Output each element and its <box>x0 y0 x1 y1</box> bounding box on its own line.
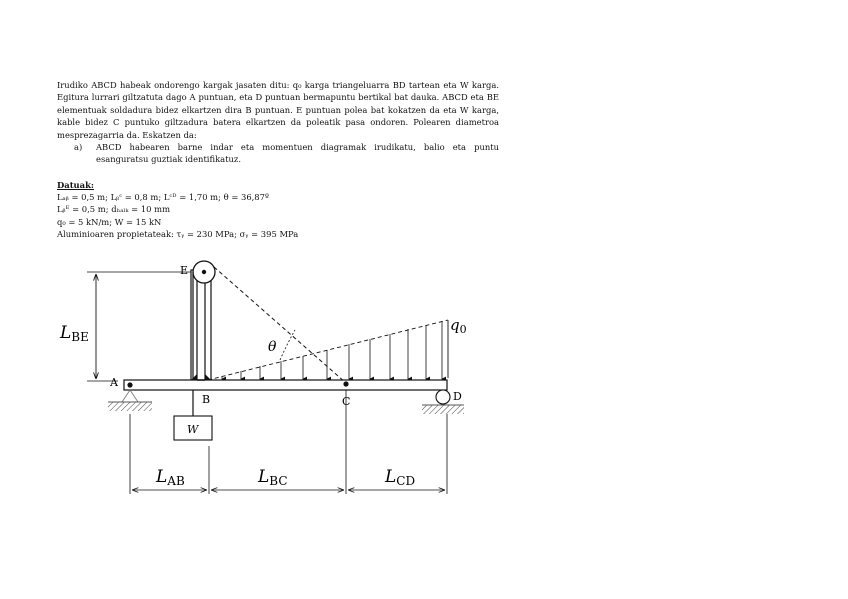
hinge-c <box>343 381 348 386</box>
label-q0: $q_0$ <box>450 316 467 336</box>
beam-abcd <box>124 374 447 390</box>
data-line-2: Lᵦᴱ = 0,5 m; dₕₐₗₖ = 10 mm <box>57 204 171 215</box>
pulley-e <box>193 261 215 283</box>
data-line-1: Lₐᵦ = 0,5 m; Lᵦᶜ = 0,8 m; Lᶜᴰ = 1,70 m; θ = 36,87º <box>57 192 269 203</box>
label-lbc: LBC <box>258 467 288 488</box>
distributed-load <box>208 320 448 380</box>
member-be <box>191 270 211 380</box>
label-a: A <box>110 376 118 389</box>
label-d: D <box>453 390 462 403</box>
hinge-a <box>127 382 132 387</box>
problem-paragraph: Irudiko ABCD habeak ondorengo kargak jasaten ditu: q₀ karga triangeluarra BD tartean eta W karga. Egitura lurrari giltzatuta dago A puntuan, eta D puntuan bermapuntu bertikal bat dauka. ABCD eta BE elementuak soldadura bidez elkartzen dira B puntuan. E puntuan polea bat kokatzen da eta W karga, kable bidez C puntuko giltzadura batera elkartzen da poleatik pasa ondoren. Polearen diametroa mesprezagarria da. Eskatzen da: <box>57 80 499 140</box>
label-lcd: LCD <box>385 467 416 488</box>
theta-arc <box>280 330 295 360</box>
question-text: ABCD habearen barne indar eta momentuen diagramak irudikatu, balio eta puntu esanguratsu guztiak identifikatuz. <box>96 142 499 165</box>
label-theta: θ <box>268 339 277 355</box>
data-title: Datuak: <box>57 180 94 190</box>
support-a <box>108 390 152 411</box>
data-line-4: Aluminioaren propietateak: τᵧ = 230 MPa; σᵧ = 395 MPa <box>57 228 299 239</box>
data-line-3: q₀ = 5 kN/m; W = 15 kN <box>57 216 162 227</box>
dimension-lbe <box>87 272 196 381</box>
label-lbe: LBE <box>60 323 89 344</box>
label-b: B <box>202 393 211 406</box>
label-e: E <box>180 264 189 277</box>
label-lab: LAB <box>156 467 185 488</box>
label-w: W <box>187 423 199 436</box>
question-letter: a) <box>74 142 83 153</box>
label-c: C <box>342 395 351 408</box>
cable-ec <box>214 267 346 383</box>
